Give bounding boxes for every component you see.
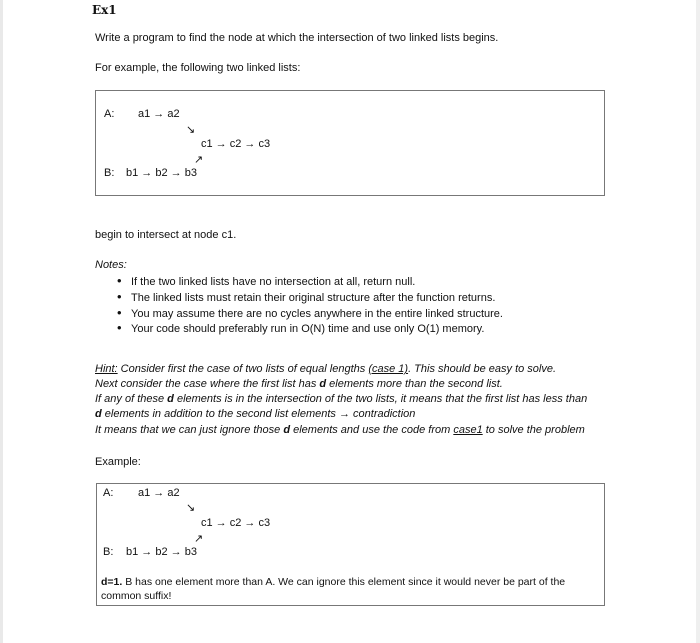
list-a-nodes: a1 → a2 [138, 108, 180, 120]
list-b-label: B: [104, 167, 115, 179]
arrow-down-right-icon: ↘ [186, 502, 196, 514]
list-a-label: A: [104, 108, 115, 120]
hint-line-4: d elements in addition to the second list elements → contradiction [95, 408, 416, 420]
list-a-label: A: [103, 487, 114, 499]
hint-line-5: It means that we can just ignore those d elements and use the code from case1 to solve the problem [95, 424, 585, 436]
diagram-caption: d=1. B has one element more than A. We can ignore this element since it would never be part of the common suffix! [101, 576, 566, 602]
notes-label: Notes: [95, 259, 127, 271]
exercise-title: Ex1 [92, 3, 117, 17]
arrow-right-icon: → [338, 408, 350, 420]
hint-line-3: If any of these d elements is in the intersection of the two lists, it means that the first list has less than [95, 393, 588, 405]
page-edge [696, 0, 700, 643]
list-item: • You may assume there are no cycles anywhere in the entire linked structure. [117, 305, 503, 320]
common-nodes: c1 → c2 → c3 [201, 517, 271, 529]
page-edge [0, 0, 3, 643]
arrow-down-right-icon: ↘ [186, 124, 196, 136]
arrow-up-right-icon: ↗ [194, 533, 204, 545]
arrow-up-right-icon: ↗ [194, 154, 204, 166]
list-item: • If the two linked lists have no intersection at all, return null. [117, 273, 416, 288]
list-item: • The linked lists must retain their original structure after the function returns. [117, 289, 496, 304]
list-b-nodes: b1 → b2 → b3 [126, 167, 197, 179]
list-b-label: B: [103, 546, 114, 558]
diagram-box-1 [95, 90, 605, 196]
diagram-box-2 [96, 483, 605, 606]
list-item: • Your code should preferably run in O(N) time and use only O(1) memory. [117, 320, 485, 335]
hint-line-1: Hint: Consider first the case of two lists of equal lengths (case 1). This should be easy to solve. [95, 363, 557, 375]
example-label: Example: [95, 456, 141, 468]
list-b-nodes: b1 → b2 → b3 [126, 546, 197, 558]
list-a-nodes: a1 → a2 [138, 487, 180, 499]
example-intro: For example, the following two linked lists: [95, 62, 301, 74]
problem-statement: Write a program to find the node at which the intersection of two linked lists begins. [95, 32, 499, 44]
hint-line-2: Next consider the case where the first list has d elements more than the second list. [95, 378, 503, 390]
common-nodes: c1 → c2 → c3 [201, 138, 271, 150]
intersection-text: begin to intersect at node c1. [95, 229, 237, 241]
